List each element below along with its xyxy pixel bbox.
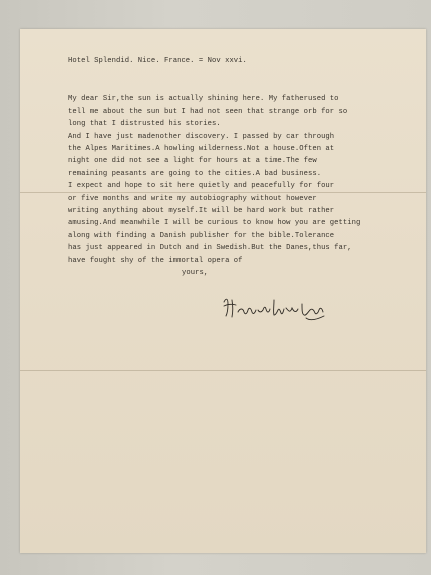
letter-line: tell me about the sun but I had not seen that strange orb for so	[68, 107, 348, 116]
dateline: Hotel Splendid. Nice. France. = Nov xxvi.	[68, 57, 247, 65]
letter-line: along with finding a Danish publisher for the bible.Tolerance	[68, 231, 335, 240]
letter-line: or five months and write my autobiography without however	[68, 194, 317, 203]
letter-line: long that I distrusted his stories.	[68, 120, 221, 129]
letter-line: writing anything about myself.It will be hard work but rather	[68, 207, 335, 216]
letter-line: night one did not see a light for hours at a time.The few	[68, 157, 317, 166]
letter-line: remaining peasants are going to the cities.A bad business.	[68, 169, 322, 178]
closing: yours,	[182, 269, 209, 278]
letter-line: I expect and hope to sit here quietly and peacefully for four	[68, 182, 335, 191]
letter-line: And I have just madenother discovery. I passed by car through	[68, 132, 335, 141]
letter-line: the Alpes Maritimes.A howling wilderness.Not a house.Often at	[68, 145, 335, 154]
letter-line: has just appeared in Dutch and in Swedish.But the Danes,thus far,	[68, 244, 352, 253]
letter-line: My dear Sir,the sun is actually shining here. My fatherused to	[68, 95, 339, 104]
fold-crease	[20, 370, 426, 371]
letter-line: have fought shy of the immortal opera of	[68, 256, 243, 265]
letter-text	[68, 55, 418, 280]
handwritten-signature	[220, 288, 330, 326]
letter-line: amusing.And meanwhile I will be curious to know how you are getting	[68, 219, 361, 228]
